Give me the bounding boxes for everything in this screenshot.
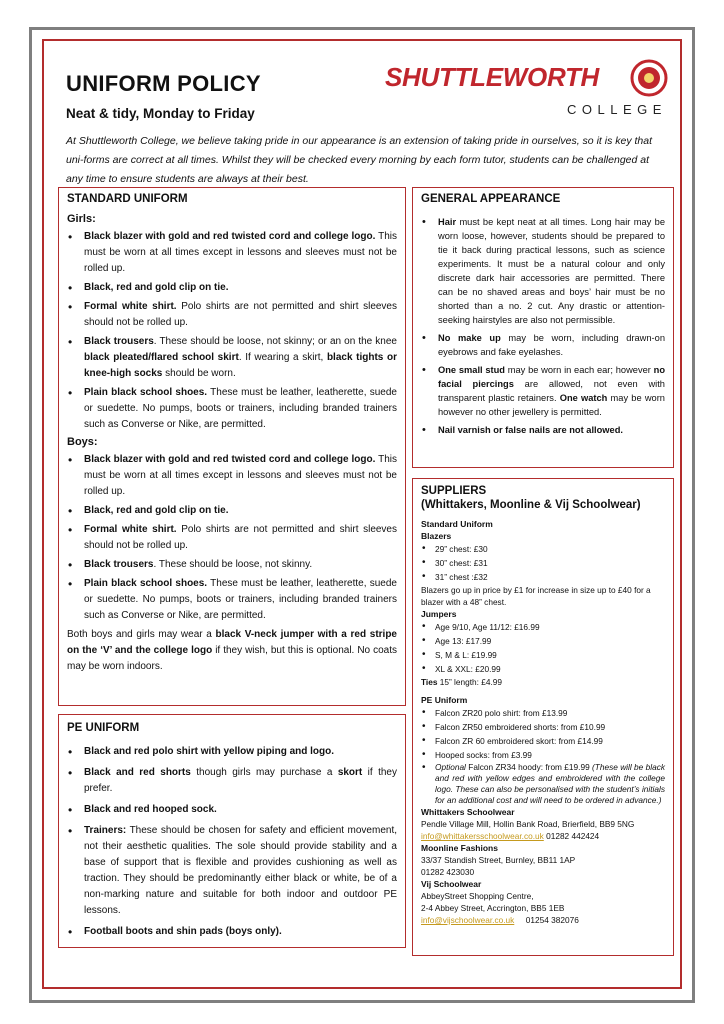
- list-item: • Black blazer with gold and red twisted cord and college logo. This must be worn at all times except in lessons and sleeves must not be rolled up.: [67, 229, 397, 277]
- section-heading: PE UNIFORM: [67, 722, 140, 734]
- list-item: • Football boots and shin pads (boys only).: [67, 924, 397, 940]
- list-item: • 29” chest: £30: [421, 542, 665, 556]
- pe-price-list: [421, 706, 665, 806]
- list-item: • Plain black school shoes. These must be leather, leatherette, suede or suedette. No pumps, boots or trainers, including branded trainers such as Converse or Nike, are permitted.: [67, 385, 397, 433]
- whittakers-contact: info@whittakersschoolwear.co.uk 01282 442424: [421, 831, 600, 841]
- logo-wordmark: SHUTTLEWORTH: [385, 62, 600, 92]
- list-item: • Black and red shorts though girls may purchase a skort if they prefer.: [67, 765, 397, 797]
- list-item: • Black, red and gold clip on tie.: [67, 503, 397, 519]
- list-item: • Formal white shirt. Polo shirts are not permitted and shirt sleeves should not be rolled up.: [67, 522, 397, 554]
- list-item: • Black and red polo shirt with yellow piping and logo.: [67, 744, 397, 760]
- whittakers-name: Whittakers Schoolwear: [421, 807, 515, 817]
- suppliers-heading: SUPPLIERS: [421, 485, 487, 497]
- list-item: • Falcon ZR20 polo shirt: from £13.99: [421, 706, 665, 720]
- moonline-address: 33/37 Standish Street, Burnley, BB11 1AP: [421, 855, 576, 865]
- page-subtitle: Neat & tidy, Monday to Friday: [66, 106, 255, 121]
- list-item: • S, M & L: £19.99: [421, 648, 665, 662]
- list-item: • Nail varnish or false nails are not allowed.: [421, 423, 665, 437]
- ties-line: Ties 15” length: £4.99: [421, 677, 503, 687]
- list-item: • Plain black school shoes. These must be leather, leatherette, suede or suedette. No pumps, boots or trainers, including branded trainers such as Converse or Nike, are permitted.: [67, 576, 397, 624]
- vij-name: Vij Schoolwear: [421, 879, 482, 889]
- college-logo: [385, 58, 675, 128]
- list-item: • No make up may be worn, including drawn-on eyebrows and fake eyelashes.: [421, 331, 665, 359]
- list-item: • Hooped socks: from £3.99: [421, 748, 665, 762]
- page-title: UNIFORM POLICY: [66, 71, 261, 96]
- list-item: • Black and red hooped sock.: [67, 802, 397, 818]
- list-item: • Optional Falcon ZR34 hoody: from £19.99 (These will be black and red with yellow edges and embroidered with the college logo. These can also be personalised with the student’s initials for an additional cost and will need to be ordered in advance.): [421, 762, 665, 806]
- list-item: • Age 9/10, Age 11/12: £16.99: [421, 620, 665, 634]
- closing-note: Both boys and girls may wear a black V-neck jumper with a red stripe on the ‘V’ and the college logo if they wish, but this is optional. No coats may be worn indoors.: [67, 629, 398, 672]
- pe-uniform-section: [58, 714, 406, 948]
- list-item: • 30” chest: £31: [421, 556, 665, 570]
- boys-label: Boys:: [67, 436, 98, 448]
- standard-uniform-label: Standard Uniform: [421, 519, 493, 529]
- list-item: • Falcon ZR 60 embroidered skort: from £14.99: [421, 734, 665, 748]
- list-item: • Black, red and gold clip on tie.: [67, 280, 397, 296]
- suppliers-subheading: (Whittakers, Moonline & Vij Schoolwear): [421, 499, 641, 511]
- list-item: • Black trousers. These should be loose, not skinny; or an on the knee black pleated/flared school skirt. If wearing a skirt, black tights or knee-high socks should be worn.: [67, 334, 397, 382]
- list-item: • Hair must be kept neat at all times. Long hair may be worn loose, however, students should be prepared to tie it back during practical lessons, such as science experiments. It must be a natural colour and only discrete dark hair accessories are permitted. There can be no shaved areas and boys’ hair must be no shorted than a no. 2 cut. Any drastic or attention-seeking hairstyles are also not permissible.: [421, 215, 665, 327]
- list-item: • Black blazer with gold and red twisted cord and college logo. This must be worn at all times except in lessons and sleeves must not be rolled up.: [67, 452, 397, 500]
- vij-email-link[interactable]: info@vijschoolwear.co.uk: [421, 915, 515, 925]
- whittakers-address: Pendle Village Mill, Hollin Bank Road, Brierfield, BB9 5NG: [421, 819, 635, 829]
- girls-list: [67, 229, 397, 433]
- general-appearance-section: [412, 187, 674, 468]
- appearance-list: [421, 215, 665, 437]
- rose-icon: [629, 58, 669, 98]
- pe-list: [67, 744, 397, 940]
- intro-paragraph: At Shuttleworth College, we believe taking pride in our appearance is an extension of taking pride in ourselves, so it is key that uni-forms are correct at all times. Whilst they will be checked every morning by each form tutor, students can be challenged at any time to ensure students are always at their best.: [66, 135, 653, 185]
- vij-address-2: 2-4 Abbey Street, Accrington, BB5 1EB: [421, 903, 565, 913]
- suppliers-section: [412, 478, 674, 956]
- blazers-price-list: [421, 542, 665, 584]
- section-heading: STANDARD UNIFORM: [67, 193, 188, 205]
- list-item: • Trainers: These should be chosen for safety and efficient movement, not their aesthetic qualities. The sole should provide stability and a base of support that is flexible and provides cushioning as well as traction. They should be predominantly either black or white, be of a non-marking nature and suitable for both indoor and outdoor PE lessons.: [67, 823, 397, 919]
- moonline-name: Moonline Fashions: [421, 843, 498, 853]
- list-item: • Formal white shirt. Polo shirts are not permitted and shirt sleeves should not be rolled up.: [67, 299, 397, 331]
- moonline-phone: 01282 423030: [421, 867, 475, 877]
- list-item: • 31” chest :£32: [421, 570, 665, 584]
- vij-address-1: AbbeyStreet Shopping Centre,: [421, 891, 534, 901]
- logo-college: COLLEGE: [567, 102, 667, 117]
- list-item: • XL & XXL: £20.99: [421, 662, 665, 676]
- jumpers-price-list: [421, 620, 665, 676]
- list-item: • Falcon ZR50 embroidered shorts: from £10.99: [421, 720, 665, 734]
- list-item: • One small stud may be worn in each ear; however no facial piercings are allowed, not even with transparent plastic retainers. One watch may be worn however no other jewellery is permitted.: [421, 363, 665, 419]
- pe-uniform-label: PE Uniform: [421, 695, 468, 705]
- list-item: • Age 13: £17.99: [421, 634, 665, 648]
- whittakers-email-link[interactable]: info@whittakersschoolwear.co.uk: [421, 831, 544, 841]
- blazer-note: Blazers go up in price by £1 for increase in size up to £40 for a blazer with a 48” chest.: [421, 585, 651, 607]
- standard-uniform-section: [58, 187, 406, 706]
- blazers-label: Blazers: [421, 531, 452, 541]
- vij-contact: info@vijschoolwear.co.uk 01254 382076: [421, 915, 579, 925]
- section-heading: GENERAL APPEARANCE: [421, 193, 561, 205]
- jumpers-label: Jumpers: [421, 609, 457, 619]
- boys-list: [67, 452, 397, 624]
- girls-label: Girls:: [67, 213, 96, 225]
- list-item: • Black trousers. These should be loose, not skinny.: [67, 557, 397, 573]
